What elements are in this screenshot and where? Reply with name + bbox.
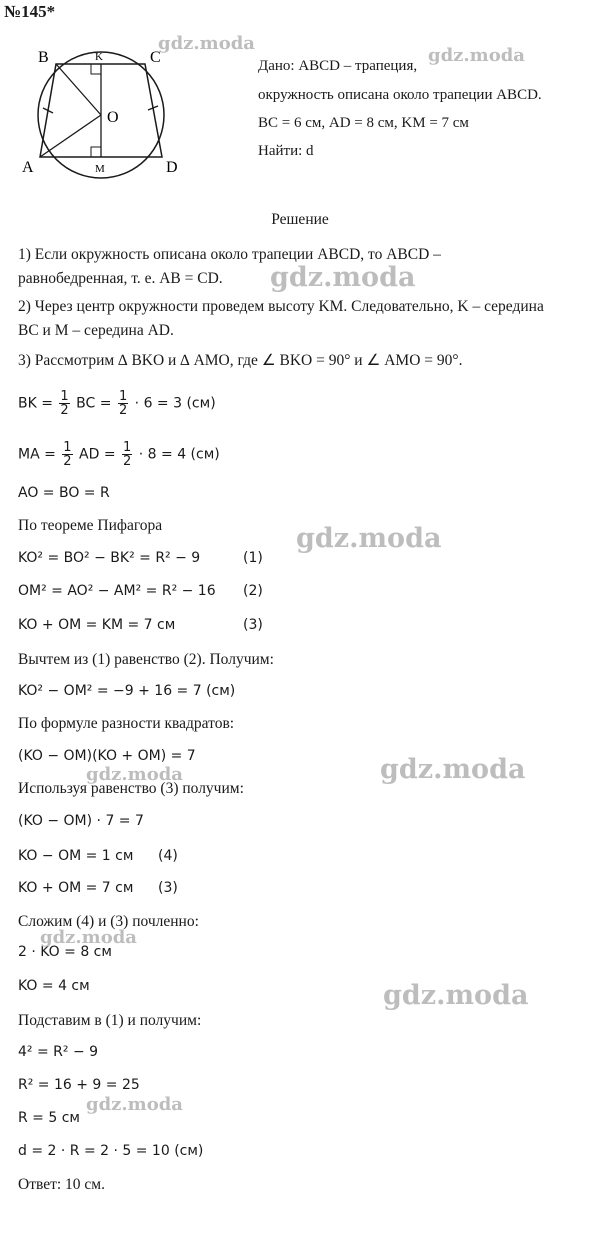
watermark: gdz.moda bbox=[428, 45, 525, 66]
equation-2-number: (2) bbox=[243, 583, 263, 599]
use-3-text: Используя равенство (3) получим: bbox=[18, 780, 244, 797]
watermark: gdz.moda bbox=[86, 1094, 183, 1115]
ma-mid: AD = bbox=[79, 446, 116, 463]
equation-2ko: 2 · KO = 8 см bbox=[18, 944, 112, 960]
equation-1: KO² = BO² − BK² = R² − 9 bbox=[18, 550, 201, 566]
label-o: O bbox=[107, 109, 119, 126]
watermark: gdz.moda bbox=[380, 754, 526, 785]
answer: Ответ: 10 см. bbox=[18, 1176, 105, 1193]
watermark: gdz.moda bbox=[383, 980, 529, 1011]
given-line-3: BC = 6 см, AD = 8 см, KM = 7 см bbox=[258, 115, 469, 131]
equation-product: (KO − OM)(KO + OM) = 7 bbox=[18, 748, 196, 764]
equation-4sq: 4² = R² − 9 bbox=[18, 1044, 99, 1060]
frac-num: 1 bbox=[63, 440, 72, 455]
frac-num: 1 bbox=[118, 389, 128, 404]
equation-times-7: (KO − OM) · 7 = 7 bbox=[18, 813, 144, 829]
label-a: A bbox=[22, 159, 34, 176]
equation-4: KO − OM = 1 см bbox=[18, 848, 134, 864]
label-b: B bbox=[38, 49, 49, 66]
frac-den: 2 bbox=[60, 403, 69, 418]
step-2a: 2) Через центр окружности проведем высоту KM. Следовательно, K – середина bbox=[18, 298, 544, 315]
step-2b: BC и M – середина AD. bbox=[18, 322, 174, 339]
right-angle-m bbox=[91, 147, 101, 157]
ma-right: · 8 = 4 (см) bbox=[138, 446, 220, 463]
frac-den: 2 bbox=[118, 403, 128, 418]
solution-heading: Решение bbox=[271, 211, 329, 228]
equation-3-number: (3) bbox=[243, 617, 263, 633]
diff-squares-text: По формуле разности квадратов: bbox=[18, 715, 235, 732]
given-line-1: Дано: ABCD – трапеция, bbox=[258, 58, 418, 74]
equation-2: OM² = AO² − AM² = R² − 16 bbox=[18, 583, 216, 599]
label-c: C bbox=[150, 49, 161, 66]
fraction-half bbox=[62, 441, 72, 468]
equation-r: R = 5 см bbox=[18, 1110, 80, 1126]
bk-mid: BC = bbox=[76, 395, 112, 412]
fraction-half bbox=[59, 390, 69, 417]
step-3: 3) Рассмотрим ∆ BKO и ∆ AMO, где ∠ BKO = 90° и ∠ AMO = 90°. bbox=[18, 352, 463, 369]
watermark: gdz.moda bbox=[158, 33, 255, 54]
given-line-4: Найти: d bbox=[258, 143, 314, 159]
equation-d: d = 2 · R = 2 · 5 = 10 (см) bbox=[18, 1143, 204, 1159]
frac-den: 2 bbox=[123, 454, 132, 469]
equation-ma bbox=[18, 441, 220, 468]
equation-3b-number: (3) bbox=[158, 880, 178, 896]
segment-ao bbox=[40, 115, 101, 157]
label-d: D bbox=[166, 159, 178, 176]
label-k: K bbox=[95, 51, 103, 63]
problem-number: №145* bbox=[4, 2, 56, 21]
equation-diff: KO² − OM² = −9 + 16 = 7 (см) bbox=[18, 683, 236, 699]
equation-3b: KO + OM = 7 см bbox=[18, 880, 134, 896]
segment-bo bbox=[56, 64, 101, 115]
fraction-half bbox=[118, 390, 128, 417]
step-1b: равнобедренная, т. е. AB = CD. bbox=[18, 270, 223, 287]
equation-ko: KO = 4 см bbox=[18, 978, 90, 994]
equation-r2: R² = 16 + 9 = 25 bbox=[18, 1077, 140, 1093]
watermark: gdz.moda bbox=[270, 262, 416, 293]
frac-num: 1 bbox=[123, 440, 132, 455]
watermark: gdz.moda bbox=[296, 523, 442, 554]
bk-left: BK = bbox=[18, 395, 53, 412]
step-1a: 1) Если окружность описана около трапеции ABCD, то ABCD – bbox=[18, 246, 441, 263]
substitute-text: Подставим в (1) и получим: bbox=[18, 1012, 202, 1029]
ma-left: MA = bbox=[18, 446, 56, 463]
equation-ao: AO = BO = R bbox=[18, 485, 110, 501]
watermark: gdz.moda bbox=[86, 764, 183, 785]
add-text: Сложим (4) и (3) почленно: bbox=[18, 913, 199, 930]
subtract-text: Вычтем из (1) равенство (2). Получим: bbox=[18, 651, 274, 668]
given-line-2: окружность описана около трапеции ABCD. bbox=[258, 87, 542, 103]
label-m: M bbox=[95, 163, 105, 175]
frac-den: 2 bbox=[63, 454, 72, 469]
bk-right: · 6 = 3 (см) bbox=[134, 395, 216, 412]
equation-1-number: (1) bbox=[243, 550, 263, 566]
frac-num: 1 bbox=[60, 389, 69, 404]
trapezoid-figure bbox=[20, 46, 190, 186]
equation-bk bbox=[18, 390, 216, 417]
watermark: gdz.moda bbox=[40, 927, 137, 948]
pythagoras-text: По теореме Пифагора bbox=[18, 517, 163, 534]
equation-3: KO + OM = KM = 7 см bbox=[18, 617, 176, 633]
fraction-half bbox=[122, 441, 132, 468]
equation-4-number: (4) bbox=[158, 848, 178, 864]
right-angle-k bbox=[91, 64, 101, 74]
